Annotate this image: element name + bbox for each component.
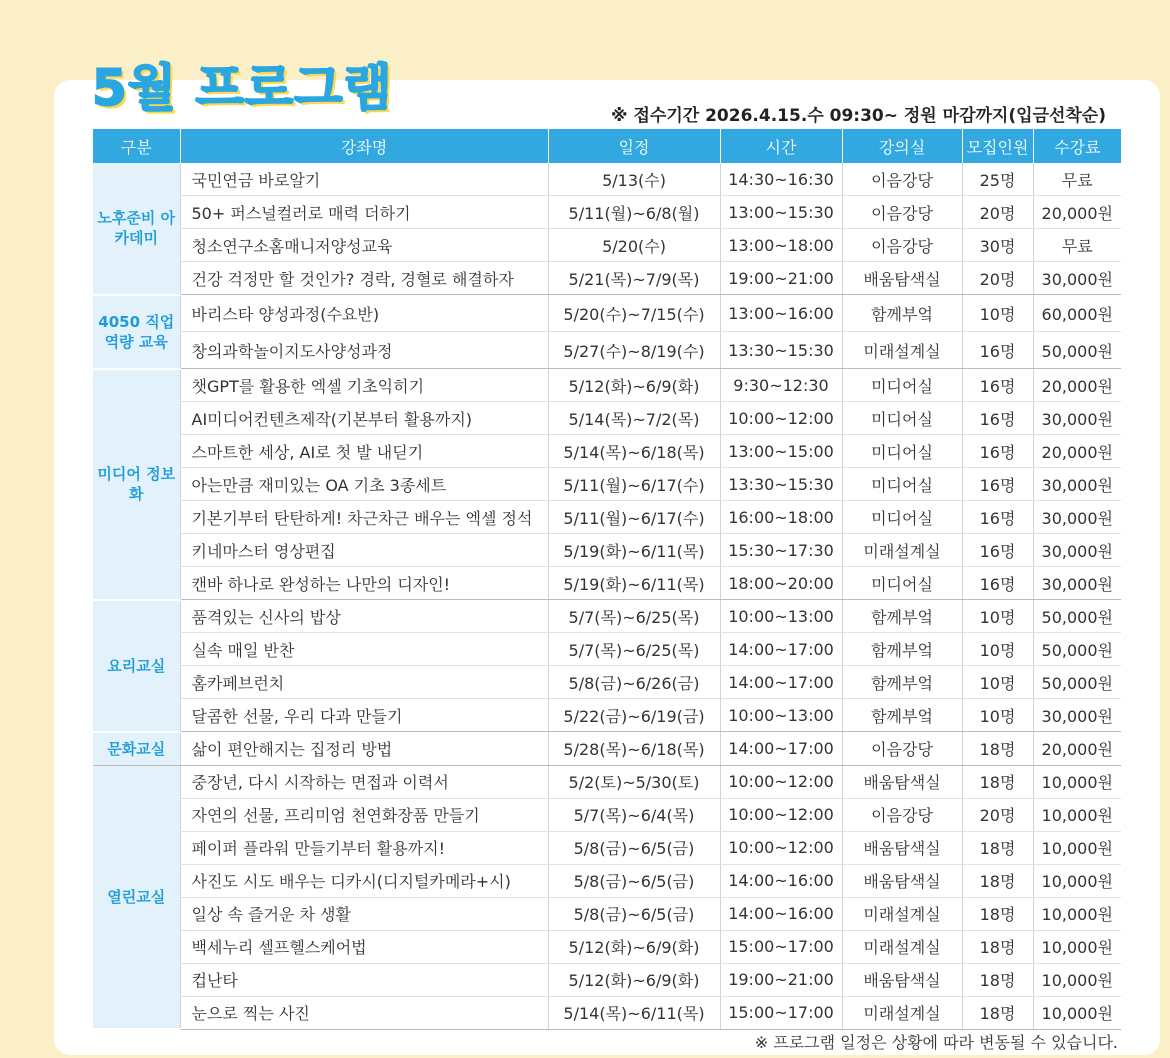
fee-cell: 50,000원 (1033, 600, 1121, 633)
room-cell: 미디어실 (842, 567, 962, 600)
schedule-cell: 5/14(목)~6/11(목) (548, 996, 720, 1029)
room-cell: 미디어실 (842, 501, 962, 534)
schedule-cell: 5/19(화)~6/11(목) (548, 567, 720, 600)
header-time: 시간 (720, 129, 842, 163)
course-name-cell: 건강 걱정만 할 것인가? 경락, 경혈로 해결하자 (180, 262, 548, 295)
capacity-cell: 16명 (962, 501, 1033, 534)
room-cell: 이음강당 (842, 229, 962, 262)
course-name-cell: 국민연금 바로알기 (180, 163, 548, 196)
table-row (93, 633, 1121, 666)
schedule-footnote: ※ 프로그램 일정은 상황에 따라 변동될 수 있습니다. (754, 1033, 1118, 1052)
table-row (93, 732, 1121, 766)
capacity-cell: 18명 (962, 864, 1033, 897)
room-cell: 미래설계실 (842, 897, 962, 930)
schedule-cell: 5/14(목)~7/2(목) (548, 402, 720, 435)
capacity-cell: 18명 (962, 765, 1033, 798)
category-cell: 요리교실 (93, 600, 180, 732)
course-name-cell: 청소연구소홈매니저양성교육 (180, 229, 548, 262)
capacity-cell: 18명 (962, 963, 1033, 996)
schedule-cell: 5/19(화)~6/11(목) (548, 534, 720, 567)
fee-cell: 20,000원 (1033, 369, 1121, 402)
fee-cell: 20,000원 (1033, 196, 1121, 229)
table-row (93, 567, 1121, 600)
fee-cell: 50,000원 (1033, 666, 1121, 699)
fee-cell: 무료 (1033, 163, 1121, 196)
course-name-cell: 품격있는 신사의 밥상 (180, 600, 548, 633)
schedule-cell: 5/11(월)~6/17(수) (548, 501, 720, 534)
room-cell: 이음강당 (842, 163, 962, 196)
time-cell: 15:00~17:00 (720, 930, 842, 963)
page-title: 5월 프로그램 (92, 59, 393, 117)
table-row (93, 798, 1121, 831)
course-name-cell: 자연의 선물, 프리미엄 천연화장품 만들기 (180, 798, 548, 831)
time-cell: 14:00~16:00 (720, 897, 842, 930)
fee-cell: 30,000원 (1033, 262, 1121, 295)
table-row (93, 666, 1121, 699)
schedule-cell: 5/21(목)~7/9(목) (548, 262, 720, 295)
category-cell: 4050 직업역량 교육 (93, 295, 180, 369)
table-row (93, 332, 1121, 369)
time-cell: 13:00~18:00 (720, 229, 842, 262)
course-name-cell: 50+ 퍼스널컬러로 매력 더하기 (180, 196, 548, 229)
table-row (93, 600, 1121, 633)
time-cell: 14:00~17:00 (720, 666, 842, 699)
fee-cell: 50,000원 (1033, 633, 1121, 666)
time-cell: 13:30~15:30 (720, 468, 842, 501)
capacity-cell: 10명 (962, 699, 1033, 732)
capacity-cell: 10명 (962, 295, 1033, 332)
time-cell: 14:00~16:00 (720, 864, 842, 897)
schedule-cell: 5/11(월)~6/17(수) (548, 468, 720, 501)
room-cell: 미디어실 (842, 402, 962, 435)
header-fee: 수강료 (1033, 129, 1121, 163)
category-cell: 노후준비 아카데미 (93, 163, 180, 295)
time-cell: 13:30~15:30 (720, 332, 842, 369)
time-cell: 19:00~21:00 (720, 262, 842, 295)
table-header-row (93, 129, 1121, 163)
schedule-cell: 5/27(수)~8/19(수) (548, 332, 720, 369)
schedule-cell: 5/14(목)~6/18(목) (548, 435, 720, 468)
fee-cell: 10,000원 (1033, 930, 1121, 963)
capacity-cell: 16명 (962, 332, 1033, 369)
category-cell: 열린교실 (93, 765, 180, 1029)
fee-cell: 30,000원 (1033, 402, 1121, 435)
header-room: 강의실 (842, 129, 962, 163)
time-cell: 10:00~12:00 (720, 798, 842, 831)
course-name-cell: 눈으로 찍는 사진 (180, 996, 548, 1029)
header-course-name: 강좌명 (180, 129, 548, 163)
room-cell: 미디어실 (842, 435, 962, 468)
fee-cell: 10,000원 (1033, 996, 1121, 1029)
room-cell: 이음강당 (842, 798, 962, 831)
course-name-cell: 페이퍼 플라워 만들기부터 활용까지! (180, 831, 548, 864)
time-cell: 9:30~12:30 (720, 369, 842, 402)
table-row (93, 963, 1121, 996)
header-schedule: 일정 (548, 129, 720, 163)
capacity-cell: 16명 (962, 567, 1033, 600)
fee-cell: 10,000원 (1033, 897, 1121, 930)
schedule-cell: 5/8(금)~6/5(금) (548, 897, 720, 930)
course-name-cell: 캔바 하나로 완성하는 나만의 디자인! (180, 567, 548, 600)
time-cell: 10:00~12:00 (720, 402, 842, 435)
time-cell: 16:00~18:00 (720, 501, 842, 534)
course-name-cell: 챗GPT를 활용한 엑셀 기초익히기 (180, 369, 548, 402)
capacity-cell: 20명 (962, 196, 1033, 229)
table-row (93, 196, 1121, 229)
header-category: 구분 (93, 129, 180, 163)
fee-cell: 10,000원 (1033, 798, 1121, 831)
table-row (93, 501, 1121, 534)
schedule-cell: 5/12(화)~6/9(화) (548, 369, 720, 402)
table-row (93, 765, 1121, 798)
time-cell: 10:00~13:00 (720, 600, 842, 633)
schedule-cell: 5/8(금)~6/5(금) (548, 864, 720, 897)
course-name-cell: 창의과학놀이지도사양성과정 (180, 332, 548, 369)
schedule-cell: 5/28(목)~6/18(목) (548, 732, 720, 766)
schedule-cell: 5/7(목)~6/25(목) (548, 600, 720, 633)
table-row (93, 369, 1121, 402)
fee-cell: 20,000원 (1033, 732, 1121, 766)
course-name-cell: 홈카페브런치 (180, 666, 548, 699)
time-cell: 14:30~16:30 (720, 163, 842, 196)
registration-notice: ※ 접수기간 2026.4.15.수 09:30~ 정원 마감까지(입금선착순) (611, 106, 1106, 126)
program-table-body (93, 163, 1121, 1029)
fee-cell: 무료 (1033, 229, 1121, 262)
time-cell: 18:00~20:00 (720, 567, 842, 600)
course-name-cell: 스마트한 세상, AI로 첫 발 내딛기 (180, 435, 548, 468)
table-row (93, 163, 1121, 196)
time-cell: 13:00~15:00 (720, 435, 842, 468)
capacity-cell: 20명 (962, 262, 1033, 295)
table-row (93, 402, 1121, 435)
fee-cell: 10,000원 (1033, 864, 1121, 897)
capacity-cell: 16명 (962, 369, 1033, 402)
table-row (93, 996, 1121, 1029)
room-cell: 미래설계실 (842, 332, 962, 369)
schedule-cell: 5/7(목)~6/25(목) (548, 633, 720, 666)
program-table (93, 129, 1121, 1030)
time-cell: 13:00~16:00 (720, 295, 842, 332)
room-cell: 함께부엌 (842, 295, 962, 332)
table-row (93, 864, 1121, 897)
capacity-cell: 20명 (962, 798, 1033, 831)
room-cell: 이음강당 (842, 732, 962, 766)
course-name-cell: 달콤한 선물, 우리 다과 만들기 (180, 699, 548, 732)
category-cell: 미디어 정보화 (93, 369, 180, 600)
room-cell: 미래설계실 (842, 996, 962, 1029)
table-row (93, 831, 1121, 864)
room-cell: 미디어실 (842, 468, 962, 501)
capacity-cell: 30명 (962, 229, 1033, 262)
table-row (93, 930, 1121, 963)
time-cell: 13:00~15:30 (720, 196, 842, 229)
room-cell: 배움탐색실 (842, 963, 962, 996)
course-name-cell: 삶이 편안해지는 집정리 방법 (180, 732, 548, 766)
room-cell: 함께부엌 (842, 600, 962, 633)
table-row (93, 295, 1121, 332)
time-cell: 14:00~17:00 (720, 633, 842, 666)
schedule-cell: 5/20(수) (548, 229, 720, 262)
course-name-cell: 일상 속 즐거운 차 생활 (180, 897, 548, 930)
capacity-cell: 10명 (962, 600, 1033, 633)
room-cell: 함께부엌 (842, 633, 962, 666)
course-name-cell: 기본기부터 탄탄하게! 차근차근 배우는 엑셀 정석 (180, 501, 548, 534)
fee-cell: 50,000원 (1033, 332, 1121, 369)
course-name-cell: 중장년, 다시 시작하는 면접과 이력서 (180, 765, 548, 798)
time-cell: 10:00~13:00 (720, 699, 842, 732)
room-cell: 배움탐색실 (842, 262, 962, 295)
capacity-cell: 16명 (962, 468, 1033, 501)
capacity-cell: 16명 (962, 534, 1033, 567)
schedule-cell: 5/8(금)~6/26(금) (548, 666, 720, 699)
room-cell: 함께부엌 (842, 666, 962, 699)
capacity-cell: 18명 (962, 831, 1033, 864)
fee-cell: 30,000원 (1033, 534, 1121, 567)
room-cell: 미디어실 (842, 369, 962, 402)
room-cell: 미래설계실 (842, 930, 962, 963)
course-name-cell: AI미디어컨텐츠제작(기본부터 활용까지) (180, 402, 548, 435)
capacity-cell: 25명 (962, 163, 1033, 196)
fee-cell: 10,000원 (1033, 765, 1121, 798)
capacity-cell: 18명 (962, 930, 1033, 963)
capacity-cell: 16명 (962, 435, 1033, 468)
fee-cell: 10,000원 (1033, 831, 1121, 864)
table-row (93, 468, 1121, 501)
time-cell: 15:00~17:00 (720, 996, 842, 1029)
table-row (93, 897, 1121, 930)
room-cell: 함께부엌 (842, 699, 962, 732)
table-row (93, 435, 1121, 468)
fee-cell: 30,000원 (1033, 501, 1121, 534)
fee-cell: 60,000원 (1033, 295, 1121, 332)
fee-cell: 30,000원 (1033, 567, 1121, 600)
capacity-cell: 16명 (962, 402, 1033, 435)
time-cell: 10:00~12:00 (720, 831, 842, 864)
table-row (93, 229, 1121, 262)
schedule-cell: 5/13(수) (548, 163, 720, 196)
schedule-cell: 5/12(화)~6/9(화) (548, 963, 720, 996)
course-name-cell: 키네마스터 영상편집 (180, 534, 548, 567)
table-row (93, 262, 1121, 295)
fee-cell: 30,000원 (1033, 468, 1121, 501)
time-cell: 10:00~12:00 (720, 765, 842, 798)
schedule-cell: 5/22(금)~6/19(금) (548, 699, 720, 732)
course-name-cell: 실속 매일 반찬 (180, 633, 548, 666)
fee-cell: 30,000원 (1033, 699, 1121, 732)
room-cell: 배움탐색실 (842, 831, 962, 864)
capacity-cell: 18명 (962, 732, 1033, 766)
time-cell: 19:00~21:00 (720, 963, 842, 996)
course-name-cell: 컵난타 (180, 963, 548, 996)
header-capacity: 모집인원 (962, 129, 1033, 163)
capacity-cell: 18명 (962, 996, 1033, 1029)
table-row (93, 534, 1121, 567)
room-cell: 미래설계실 (842, 534, 962, 567)
room-cell: 배움탐색실 (842, 765, 962, 798)
category-cell: 문화교실 (93, 732, 180, 766)
course-name-cell: 백세누리 셀프헬스케어법 (180, 930, 548, 963)
course-name-cell: 사진도 시도 배우는 디카시(디지털카메라+시) (180, 864, 548, 897)
capacity-cell: 10명 (962, 633, 1033, 666)
table-row (93, 699, 1121, 732)
time-cell: 14:00~17:00 (720, 732, 842, 766)
capacity-cell: 18명 (962, 897, 1033, 930)
time-cell: 15:30~17:30 (720, 534, 842, 567)
fee-cell: 20,000원 (1033, 435, 1121, 468)
capacity-cell: 10명 (962, 666, 1033, 699)
room-cell: 이음강당 (842, 196, 962, 229)
fee-cell: 10,000원 (1033, 963, 1121, 996)
room-cell: 배움탐색실 (842, 864, 962, 897)
schedule-cell: 5/8(금)~6/5(금) (548, 831, 720, 864)
course-name-cell: 바리스타 양성과정(수요반) (180, 295, 548, 332)
schedule-cell: 5/20(수)~7/15(수) (548, 295, 720, 332)
schedule-cell: 5/7(목)~6/4(목) (548, 798, 720, 831)
course-name-cell: 아는만큼 재미있는 OA 기초 3종세트 (180, 468, 548, 501)
schedule-cell: 5/2(토)~5/30(토) (548, 765, 720, 798)
schedule-cell: 5/11(월)~6/8(월) (548, 196, 720, 229)
schedule-cell: 5/12(화)~6/9(화) (548, 930, 720, 963)
